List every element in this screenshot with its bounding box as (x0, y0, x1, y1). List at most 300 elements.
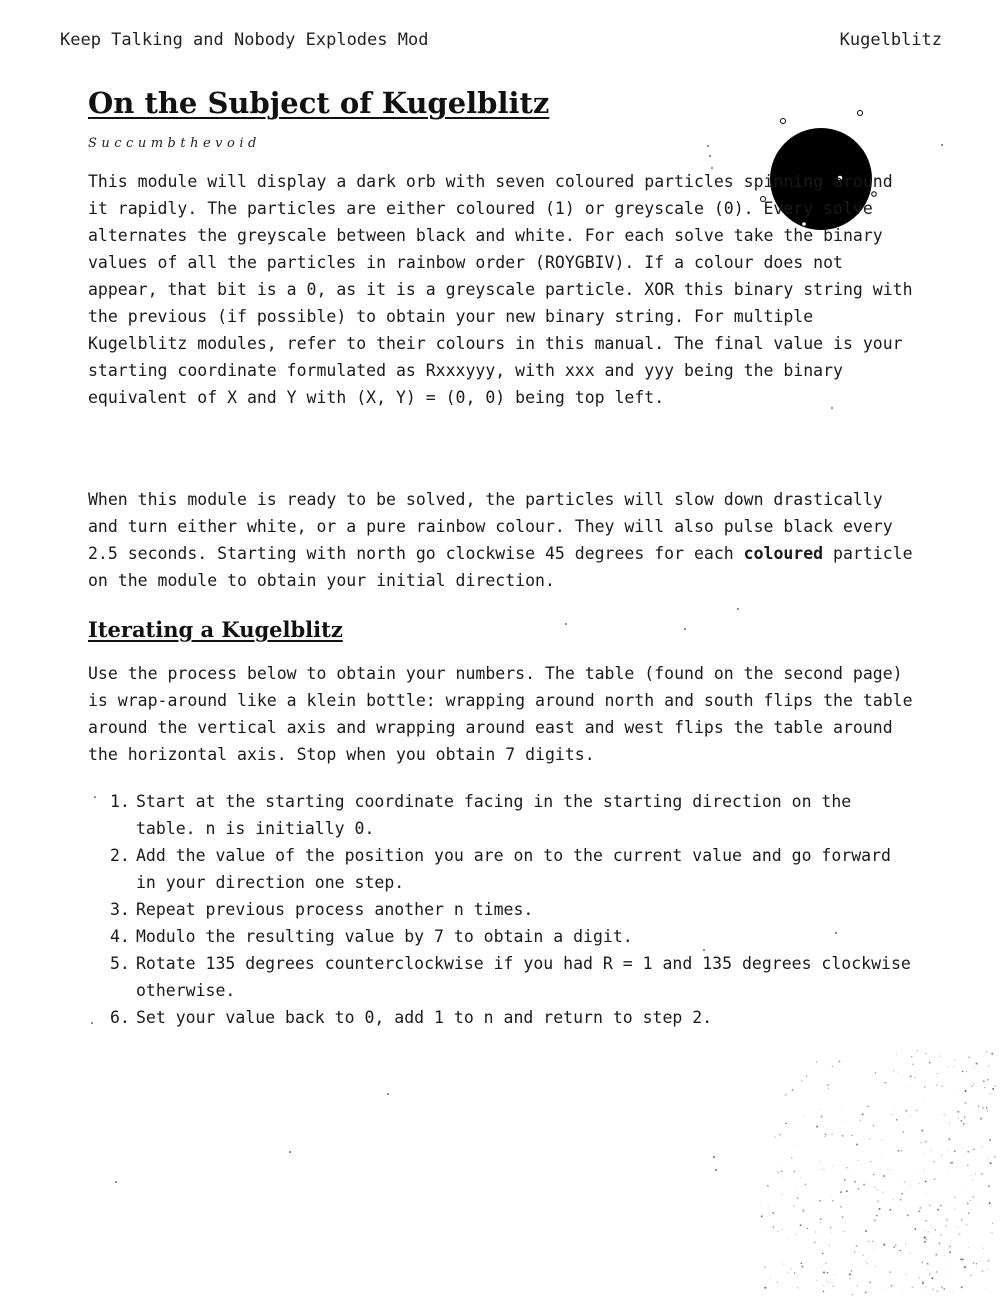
speckle-dot (782, 1194, 783, 1195)
speckle-dot (978, 1105, 979, 1106)
speckle-dot (772, 1212, 774, 1214)
speckle-dot (948, 1172, 949, 1173)
speckle-dot (883, 1175, 885, 1177)
step-text: Set your value back to 0, add 1 to n and return to step 2. (136, 1008, 713, 1027)
speckle-dot (891, 1114, 892, 1115)
speckle-dot (946, 1219, 948, 1221)
speckle-dot (832, 1165, 833, 1166)
speckle-dot (992, 1223, 993, 1224)
speckle-dot (819, 1222, 820, 1223)
speckle-dot (918, 1277, 920, 1279)
speckle-dot (801, 1080, 803, 1082)
speckle-dot (891, 1169, 892, 1170)
speckle-dot (945, 1225, 946, 1226)
speckle-dot (783, 1264, 784, 1265)
speckle-dot (895, 1245, 896, 1246)
speckle-dot (966, 1224, 967, 1225)
speckle-dot (955, 1060, 956, 1061)
speckle-dot (860, 1120, 861, 1121)
speckle-dot (965, 1090, 967, 1092)
speckle-dot (797, 1197, 798, 1198)
speckle-dot (948, 1138, 950, 1140)
speckle-dot (788, 1237, 789, 1238)
speckle-dot (936, 1290, 938, 1292)
speckle-dot (925, 1231, 926, 1232)
ready-emphasis: coloured (743, 544, 824, 563)
list-item (110, 842, 920, 896)
speckle-dot (865, 1261, 866, 1262)
speckle-dot (838, 1060, 840, 1062)
speckle-dot (908, 1086, 909, 1087)
speckle-dot (870, 1139, 871, 1140)
particle (781, 119, 786, 124)
speckle-dot (781, 1170, 783, 1172)
speckle-dot (900, 1250, 902, 1252)
speckle-dot (943, 1288, 945, 1290)
speckle-dot (939, 1055, 940, 1056)
speckle-dot (856, 1245, 858, 1247)
speckle-dot (933, 1161, 935, 1163)
speckle-dot (862, 1255, 863, 1256)
speckle-dot (816, 1061, 817, 1062)
speckle-dot (958, 1118, 959, 1119)
speckle-dot (957, 1111, 959, 1113)
speckle-dot (775, 1137, 776, 1138)
speckle-dot (840, 1206, 842, 1208)
speckle-dot (929, 1062, 930, 1063)
speckle-dot (893, 1070, 894, 1071)
speckle-dot (863, 1184, 865, 1186)
speckle-dot (986, 1051, 987, 1052)
speckle-dot (910, 1185, 911, 1186)
speckle-dot (964, 1210, 965, 1211)
speckle-dot (761, 1215, 763, 1217)
speckle-dot (827, 1281, 828, 1282)
speckle-dot (828, 1088, 829, 1089)
speckle-dot (898, 1073, 899, 1074)
speckle-dot (928, 1231, 929, 1232)
speckle-dot (982, 1107, 983, 1108)
speckle-dot (955, 1091, 956, 1092)
author-credit: Succumbthevoid (88, 136, 261, 151)
speckle-dot (867, 1263, 868, 1264)
speckle-dot (976, 1263, 977, 1264)
speckle-dot (930, 1150, 931, 1151)
speckle-dot (990, 1162, 992, 1164)
speckle-dot (781, 1177, 782, 1178)
speckle-dot (901, 1193, 902, 1194)
speckle-dot (854, 1175, 855, 1176)
speckle-dot (832, 1066, 833, 1067)
speckle-dot (991, 1053, 993, 1055)
speckle-dot (820, 1161, 821, 1162)
speckle-dot (925, 1141, 927, 1143)
speckle-dot (905, 1243, 906, 1244)
speckle-dot (777, 1231, 779, 1233)
speckle-dot (949, 1162, 950, 1163)
speckle-dot (920, 1142, 921, 1143)
speckle-dot (946, 1269, 947, 1270)
list-item (110, 788, 920, 842)
speckle-dot (914, 1228, 916, 1230)
speckle-dot (984, 1087, 985, 1088)
speckle-dot (973, 1083, 974, 1084)
speckle-dot (852, 1294, 853, 1295)
speckle-dot (794, 1272, 796, 1274)
speckle-dot (826, 1263, 827, 1264)
speckle-dot (932, 1288, 934, 1290)
speckle-dot (982, 1247, 984, 1249)
speckle-dot (976, 1063, 978, 1065)
speckle-dot (986, 1107, 987, 1108)
speckle-dot (954, 1291, 955, 1292)
speckle-dot (824, 1136, 825, 1137)
speckle-dot (988, 1185, 990, 1187)
speckle-dot (791, 1157, 793, 1159)
speckle-dot (961, 1219, 962, 1220)
speckle-dot (833, 1058, 834, 1059)
speckle-dot (803, 1209, 804, 1210)
speckle-dot (885, 1082, 887, 1084)
speckle-dot (967, 1151, 969, 1153)
speckle-dot (954, 1066, 955, 1067)
speckle-dot (960, 1258, 961, 1259)
speckle-dot (881, 1139, 882, 1140)
speckle-dot (785, 1123, 787, 1125)
speckle-dot (815, 1231, 816, 1232)
speckle-dot (925, 1220, 927, 1222)
speckle-dot (960, 1120, 962, 1122)
step-number: 3. (110, 900, 130, 919)
speckle-dot (869, 1139, 870, 1140)
speckle-dot (707, 145, 709, 147)
speckle-dot (782, 1229, 783, 1230)
section-intro: Use the process below to obtain your numbers. The table (found on the second page) is wrap-around like a klein bottle: wrapping around north and south flips the table around the vertical axis and wrapping around east and west flips the table around the horizontal axis. Stop when you obtain 7 digits. (88, 664, 913, 764)
speckle-dot (917, 1050, 919, 1052)
speckle-dot (935, 1254, 937, 1256)
speckle-dot (791, 1090, 793, 1092)
speckle-dot (767, 1185, 769, 1187)
speckle-dot (967, 1165, 969, 1167)
speckle-dot (781, 1136, 782, 1137)
page-title: On the Subject of Kugelblitz (88, 86, 550, 120)
speckle-dot (931, 1225, 932, 1226)
speckle-dot (873, 1125, 874, 1126)
section-heading: Iterating a Kugelblitz (88, 617, 343, 642)
speckle-dot (931, 1277, 933, 1279)
speckle-dot (991, 1232, 993, 1234)
speckle-dot (889, 1271, 891, 1273)
speckle-dot (903, 1294, 904, 1295)
speckle-dot (115, 1181, 117, 1183)
speckle-dot (873, 1250, 874, 1251)
speckle-dot (777, 1282, 778, 1283)
speckle-dot (983, 1080, 985, 1082)
speckle-dot (989, 1291, 990, 1292)
speckle-dot (973, 1262, 974, 1263)
speckle-dot (929, 1274, 930, 1275)
speckle-dot (929, 1204, 931, 1206)
speckle-dot (820, 1201, 821, 1202)
speckle-dot (797, 1287, 798, 1288)
speckle-dot (289, 1151, 291, 1153)
speckle-dot (951, 1162, 953, 1164)
speckle-dot (982, 1270, 984, 1272)
speckle-dot (832, 1200, 834, 1202)
speckle-dot (823, 1285, 824, 1286)
speckle-dot (967, 1203, 969, 1205)
speckle-dot (835, 1274, 836, 1275)
speckle-dot (940, 1234, 941, 1235)
speckle-dot (832, 1286, 833, 1287)
speckle-dot (973, 1067, 974, 1068)
speckle-dot (963, 1123, 965, 1125)
speckle-dot (919, 1207, 921, 1209)
speckle-dot (816, 1126, 818, 1128)
step-text: Rotate 135 degrees counterclockwise if you had R = 1 and 135 degrees clockwise otherwise. (136, 954, 911, 1000)
speckle-dot (961, 1286, 963, 1288)
speckle-dot (851, 1135, 852, 1136)
speckle-dot (891, 1285, 892, 1286)
speckle-dot (804, 1184, 806, 1186)
speckle-dot (941, 1155, 942, 1156)
speckle-dot (989, 1139, 991, 1141)
header-mod-label: Keep Talking and Nobody Explodes Mod (60, 30, 429, 50)
speckle-dot (844, 1179, 846, 1181)
speckle-dot (794, 1144, 795, 1145)
speckle-dot (800, 1224, 802, 1226)
speckle-dot (925, 1053, 926, 1054)
speckle-dot (565, 623, 567, 625)
list-item (110, 923, 920, 950)
speckle-dot (954, 1196, 956, 1198)
speckle-dot (796, 1189, 797, 1190)
speckle-dot (875, 1266, 876, 1267)
speckle-dot (827, 1084, 829, 1086)
speckle-dot (927, 1291, 928, 1292)
speckle-dot (814, 1242, 816, 1244)
speckle-dot (822, 1253, 824, 1255)
speckle-dot (968, 1057, 969, 1058)
speckle-dot (857, 1285, 858, 1286)
speckle-dot (888, 1169, 889, 1170)
speckle-dot (944, 1255, 945, 1256)
speckle-dot (709, 155, 711, 157)
speckle-dot (792, 1089, 793, 1090)
speckle-dot (894, 1107, 895, 1108)
speckle-dot (817, 1280, 818, 1281)
speckle-dot (875, 1072, 876, 1073)
steps-list (110, 788, 920, 1031)
speckle-dot (713, 1156, 715, 1158)
speckle-dot (794, 1171, 795, 1172)
speckle-dot (902, 1131, 904, 1133)
speckle-dot (872, 1241, 874, 1243)
speckle-dot (971, 1085, 973, 1087)
speckle-dot (962, 1071, 963, 1072)
speckle-dot (827, 1272, 829, 1274)
speckle-dot (922, 1262, 923, 1263)
speckle-dot (911, 1056, 912, 1057)
speckle-dot (94, 796, 96, 798)
step-number: 1. (110, 792, 130, 811)
list-item (110, 950, 920, 1004)
speckle-dot (924, 1237, 926, 1239)
speckle-dot (982, 1204, 983, 1205)
speckle-dot (922, 1283, 924, 1285)
speckle-dot (806, 1076, 807, 1077)
step-number: 2. (110, 846, 130, 865)
step-text: Add the value of the position you are on to the current value and go forward in your direction one step. (136, 846, 891, 892)
speckle-dot (926, 1238, 928, 1240)
speckle-dot (925, 1287, 926, 1288)
step-text: Repeat previous process another n times. (136, 900, 534, 919)
speckle-dot (937, 1209, 939, 1211)
speckle-dot (924, 1237, 925, 1238)
speckle-dot (962, 1258, 964, 1260)
speckle-dot (883, 1244, 885, 1246)
speckle-dot (794, 1170, 795, 1171)
speckle-dot (984, 1265, 985, 1266)
speckle-dot (988, 1066, 989, 1067)
speckle-dot (965, 1186, 966, 1187)
speckle-dot (858, 1160, 859, 1161)
speckle-dot (914, 1077, 916, 1079)
speckle-dot (785, 1094, 787, 1096)
speckle-dot (964, 1102, 966, 1104)
speckle-dot (787, 1272, 788, 1273)
speckle-dot (893, 1246, 895, 1248)
intro-paragraph (88, 168, 918, 411)
intro-text: This module will display a dark orb with seven coloured particles spinning around it rapidly. The particles are either coloured (1) or greyscale (0). Every solve alternates the greyscale between black and white. For each solve take the binary values of all the particles in rainbow order (ROYGBIV). If a colour does not appear, that bit is a 0, as it is a greyscale particle. XOR this binary string with the previous (if possible) to obtain your new binary string. For multiple Kugelblitz modules, refer to their colours in this manual. The final value is your starting coordinate formulated as Rxxxyyy, with xxx and yyy being the binary equivalent of X and Y with (X, Y) = (0, 0) being top left. (88, 172, 913, 407)
speckle-dot (876, 1215, 878, 1217)
speckle-dot (987, 1268, 988, 1269)
speckle-dot (981, 1173, 982, 1174)
step-text: Start at the starting coordinate facing in the starting direction on the table. n is initially 0. (136, 792, 852, 838)
speckle-dot (921, 1129, 923, 1131)
speckle-dot (793, 1205, 794, 1206)
particle (858, 111, 863, 116)
speckle-dot (818, 1235, 819, 1236)
speckle-dot (800, 1262, 802, 1264)
speckle-dot (927, 1263, 929, 1265)
speckle-dot (807, 1228, 808, 1229)
speckle-dot (994, 1156, 995, 1157)
speckle-dot (844, 1231, 845, 1232)
speckle-dot (964, 1116, 965, 1117)
speckle-dot (825, 1134, 827, 1136)
speckle-dot (896, 1119, 898, 1121)
speckle-dot (882, 1154, 883, 1155)
speckle-dot (849, 1273, 851, 1275)
speckle-dot (958, 1233, 960, 1235)
speckle-dot (971, 1275, 972, 1276)
speckle-dot (924, 1086, 925, 1087)
speckle-dot (936, 1084, 937, 1085)
speckle-dot (862, 1113, 864, 1115)
speckle-dot (905, 1110, 907, 1112)
speckle-dot (830, 1196, 831, 1197)
speckle-dot (916, 1110, 918, 1112)
speckle-dot (822, 1169, 823, 1170)
speckle-dot (900, 1199, 902, 1201)
speckle-dot (964, 1266, 965, 1267)
step-number: 5. (110, 954, 130, 973)
speckle-dot (927, 1263, 929, 1265)
speckle-dot (764, 1266, 766, 1268)
speckle-dot (804, 1115, 805, 1116)
speckle-dot (948, 1066, 949, 1067)
speckle-dot (905, 1274, 906, 1275)
speckle-dot (878, 1208, 880, 1210)
speckle-dot (777, 1171, 779, 1173)
speckle-dot (868, 1241, 870, 1243)
speckle-dot (799, 1156, 800, 1157)
speckle-dot (819, 1200, 820, 1201)
speckle-dot (870, 1161, 871, 1162)
speckle-dot (922, 1282, 924, 1284)
speckle-dot (968, 1247, 969, 1248)
speckle-dot (940, 1205, 942, 1207)
speckle-dot (795, 1234, 796, 1235)
speckle-dot (968, 1212, 970, 1214)
speckle-dot (791, 1268, 792, 1269)
speckle-dot (875, 1187, 876, 1188)
speckle-dot (981, 1146, 982, 1147)
speckle-dot (975, 1173, 976, 1174)
speckle-dot (948, 1151, 949, 1152)
speckle-dot (910, 1115, 911, 1116)
speckle-dot (923, 1169, 924, 1170)
speckle-dot (820, 1115, 822, 1117)
speckle-dot (966, 1071, 967, 1072)
speckle-dot (851, 1270, 852, 1271)
speckle-dot (936, 1271, 937, 1272)
speckle-dot (831, 1232, 832, 1233)
step-number: 4. (110, 927, 130, 946)
speckle-dot (768, 1206, 769, 1207)
speckle-dot (842, 1216, 844, 1218)
speckle-dot (904, 1182, 905, 1183)
speckle-dot (932, 1228, 933, 1229)
speckle-dot (877, 1200, 879, 1202)
speckle-dot (973, 1179, 974, 1180)
speckle-dot (915, 1172, 916, 1173)
speckle-dot (865, 1292, 867, 1294)
speckle-dot (941, 1085, 943, 1087)
ready-text-before: When this module is ready to be solved, the particles will slow down drastically and turn either white, or a pure rainbow colour. They will also pulse black every 2.5 seconds. Starting with north go clockwise 45 degrees for each (88, 490, 893, 563)
speckle-dot (823, 1291, 825, 1293)
speckle-dot (877, 1189, 878, 1190)
speckle-dot (854, 1251, 856, 1253)
speckle-dot (802, 1210, 804, 1212)
speckle-dot (761, 1201, 762, 1202)
speckle-dot (987, 1079, 989, 1081)
speckle-dot (919, 1183, 920, 1184)
speckle-dot (867, 1106, 868, 1107)
speckle-dot (873, 1174, 874, 1175)
list-item (110, 896, 920, 923)
speckle-dot (943, 1114, 945, 1116)
speckle-dot (869, 1282, 871, 1284)
speckle-dot (896, 1054, 897, 1055)
speckle-dot (830, 1282, 831, 1283)
speckle-dot (820, 1218, 822, 1220)
speckle-dot (949, 1123, 950, 1124)
speckle-dot (912, 1287, 913, 1288)
speckle-dot (924, 1241, 926, 1243)
speckle-dot (684, 628, 686, 630)
